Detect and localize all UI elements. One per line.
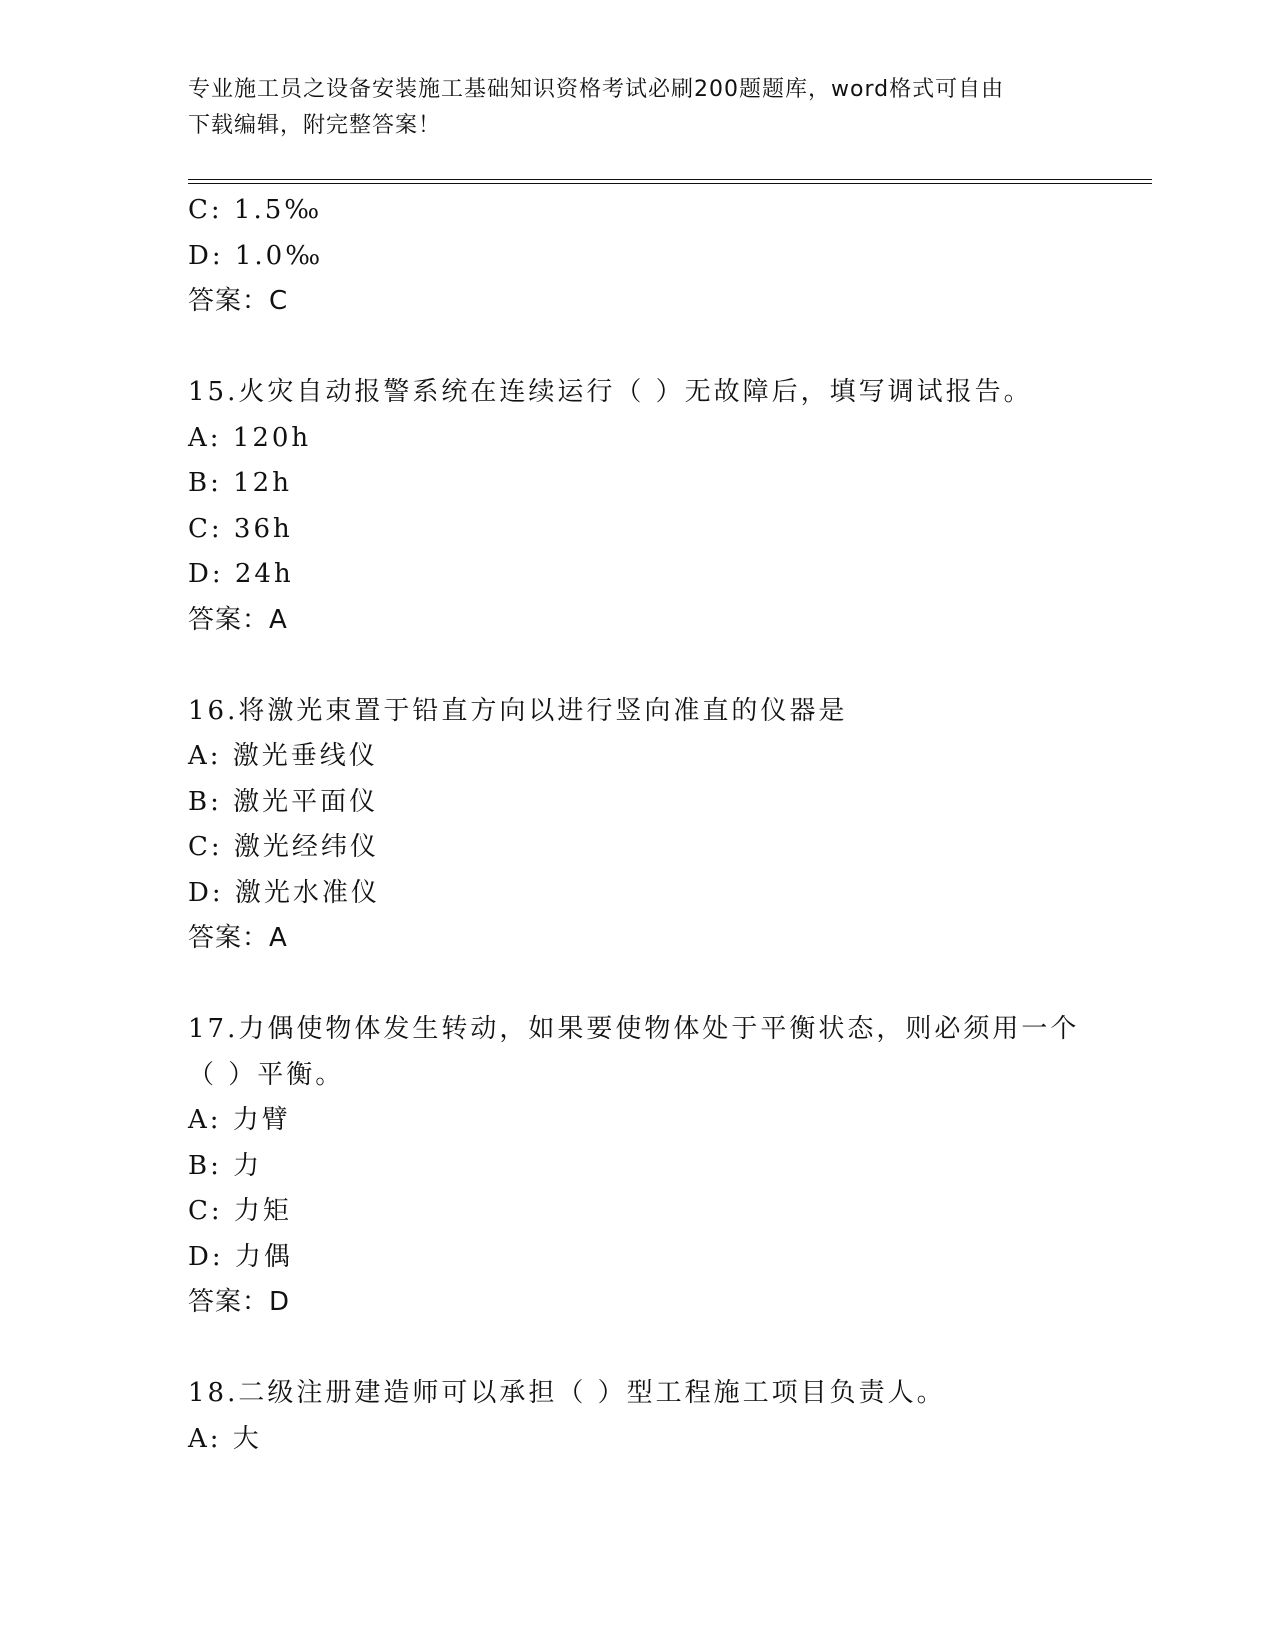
option-d: D: 力偶 [188, 1241, 293, 1272]
question-list [188, 188, 1152, 1462]
option-b: B: 激光平面仪 [188, 786, 379, 817]
question-stem: 18.二级注册建造师可以承担（ ）型工程施工项目负责人。 [188, 1378, 946, 1408]
option-b: B: 力 [188, 1150, 263, 1181]
question-stem: 17.力偶使物体发生转动，如果要使物体处于平衡状态，则必须用一个 [188, 1014, 1080, 1044]
option-a: A: 大 [188, 1423, 262, 1454]
question-15 [188, 370, 1152, 643]
question-16 [188, 689, 1152, 962]
option-d: D: 激光水准仪 [188, 877, 380, 908]
option-a: A: 激光垂线仪 [188, 741, 378, 771]
question-17 [188, 1007, 1152, 1326]
header-divider-bottom [188, 183, 1152, 184]
answer-line: 答案：A [188, 604, 288, 635]
question-stem: 16.将激光束置于铅直方向以进行竖向准直的仪器是 [188, 695, 848, 726]
answer-line: 答案：D [188, 1287, 291, 1317]
header-divider-top [188, 179, 1152, 180]
option-a: A: 120h [188, 422, 312, 453]
option-c: C: 1.5‰ [188, 195, 323, 225]
question-stem-continued: （ ）平衡。 [188, 1059, 345, 1090]
header-line-1: 专业施工员之设备安装施工基础知识资格考试必刷200题题库，word格式可自由 [188, 77, 1005, 102]
option-d: D: 1.0‰ [188, 240, 324, 271]
spacer [188, 325, 1152, 371]
spacer [188, 962, 1152, 1008]
spacer [188, 643, 1152, 689]
question-18 [188, 1371, 1152, 1462]
option-a: A: 力臂 [188, 1105, 291, 1135]
option-c: C: 36h [188, 513, 293, 544]
answer-line: 答案：C [188, 286, 289, 316]
document-header [188, 72, 1088, 144]
option-c: C: 激光经纬仪 [188, 832, 379, 862]
option-d: D: 24h [188, 559, 294, 589]
answer-line: 答案：A [188, 923, 288, 953]
header-line-2: 下载编辑，附完整答案！ [188, 113, 442, 138]
question-stem: 15.火灾自动报警系统在连续运行（ ）无故障后，填写调试报告。 [188, 377, 1033, 407]
spacer [188, 1326, 1152, 1372]
question-prev [188, 188, 1152, 325]
option-c: C: 力矩 [188, 1196, 292, 1226]
option-b: B: 12h [188, 468, 292, 498]
